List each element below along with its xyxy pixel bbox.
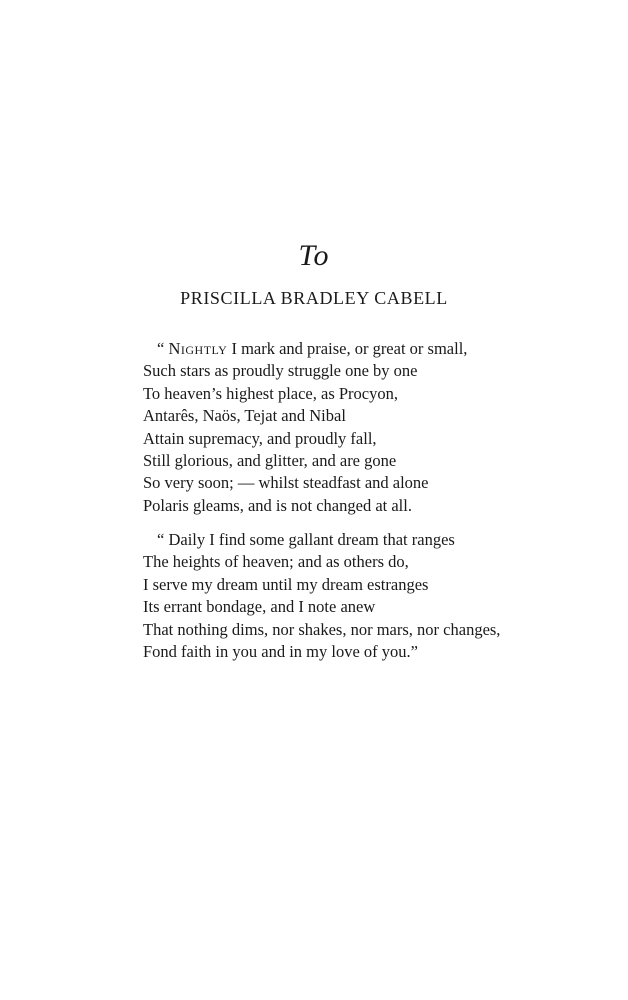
poem-line-text: I mark and praise, or great or small,: [227, 339, 468, 358]
poem-line: [157, 338, 467, 360]
poem-line: Attain supremacy, and proudly fall,: [143, 428, 377, 448]
poem-line: Antarês, Naös, Tejat and Nibal: [143, 406, 346, 426]
poem-line: “ Daily I find some gallant dream that ranges: [157, 530, 455, 549]
dedication-heading: To: [298, 239, 330, 272]
poem-line: Still glorious, and glitter, and are gone: [143, 451, 397, 470]
poem-line: The heights of heaven; and as others do,: [143, 552, 409, 572]
small-caps-word: Nightly: [168, 339, 228, 358]
dedicatee-name: PRISCILLA BRADLEY CABELL: [180, 288, 448, 308]
opening-quote: “: [157, 339, 169, 358]
poem-line: Polaris gleams, and is not changed at all.: [143, 495, 412, 515]
poem-line: I serve my dream until my dream estranges: [143, 574, 429, 594]
poem-line: Fond faith in you and in my love of you.”: [143, 642, 418, 661]
poem-line: Such stars as proudly struggle one by one: [143, 361, 418, 381]
poem-line: So very soon; — whilst steadfast and alone: [143, 473, 429, 493]
poem-line: To heaven’s highest place, as Procyon,: [143, 383, 398, 403]
poem-line: That nothing dims, nor shakes, nor mars, nor changes,: [143, 619, 501, 639]
poem-line: Its errant bondage, and I note anew: [143, 597, 376, 617]
